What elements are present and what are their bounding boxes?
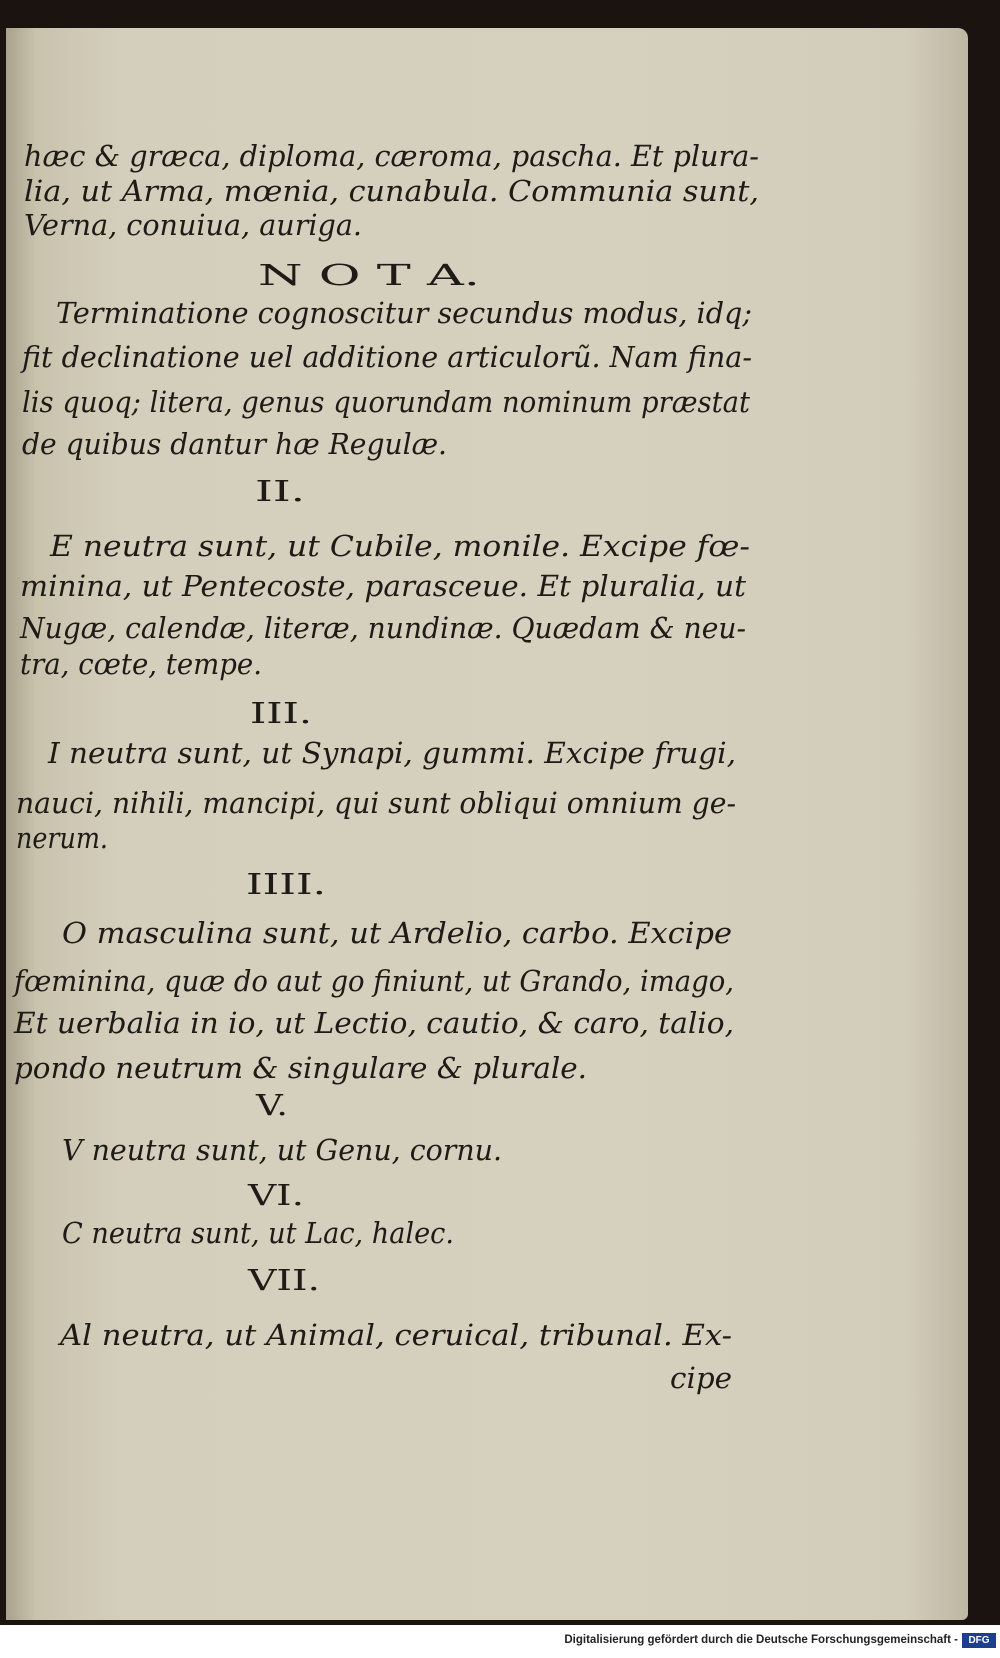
rule-number: V.	[254, 1088, 288, 1122]
text-line: fit declinatione uel additione articulorũ. Nam fina-	[20, 340, 752, 374]
text-line: de quibus dantur hæ Regulæ.	[22, 427, 447, 461]
text-line: nerum.	[16, 821, 108, 855]
text-line: nauci, nihili, mancipi, qui sunt obliqui omnium ge-	[16, 786, 736, 820]
text-line: I neutra sunt, ut Synapi, gummi. Excipe frugi,	[46, 736, 737, 770]
rule-number: II.	[255, 474, 305, 508]
text-line: hæc & græca, diploma, cæroma, pascha. Et plura-	[24, 139, 759, 173]
rule-number: VII.	[246, 1263, 320, 1297]
rule-number: IIII.	[246, 867, 326, 901]
text-line: V neutra sunt, ut Genu, cornu.	[62, 1133, 502, 1167]
text-line: tra, cœte, tempe.	[20, 647, 262, 681]
rule-number: VI.	[246, 1178, 304, 1212]
digitization-footer	[0, 1625, 1000, 1658]
text-line: C neutra sunt, ut Lac, halec.	[62, 1216, 454, 1250]
text-line: Et uerbalia in io, ut Lectio, cautio, & caro, talio,	[12, 1006, 734, 1040]
text-line: Al neutra, ut Animal, ceruical, tribunal. Ex-	[56, 1318, 733, 1352]
text-line: O masculina sunt, ut Ardelio, carbo. Excipe	[62, 916, 732, 950]
footer-credit: Digitalisierung gefördert durch die Deutsche Forschungsgemeinschaft -	[564, 1634, 958, 1646]
dfg-logo: DFG	[962, 1633, 996, 1648]
rule-number: III.	[250, 696, 312, 730]
text-line: lia, ut Arma, mœnia, cunabula. Communia sunt,	[24, 174, 760, 208]
text-line: Terminatione cognoscitur secundus modus, idq;	[56, 296, 752, 330]
text-line: Nugæ, calendæ, literæ, nundinæ. Quædam & neu-	[19, 611, 747, 645]
text-line: pondo neutrum & singulare & plurale.	[14, 1051, 587, 1085]
text-line: Verna, conuiua, auriga.	[24, 208, 362, 242]
text-line: fœminina, quæ do aut go finiunt, ut Grando, imago,	[12, 964, 734, 998]
catchword: cipe	[670, 1361, 732, 1395]
text-line: E neutra sunt, ut Cubile, monile. Excipe fœ-	[48, 529, 750, 563]
text-line: minina, ut Pentecoste, parasceue. Et pluralia, ut	[20, 569, 747, 603]
text-line: lis quoq; litera, genus quorundam nominum præstat	[22, 385, 751, 419]
section-heading-nota: N O T A.	[258, 258, 480, 292]
